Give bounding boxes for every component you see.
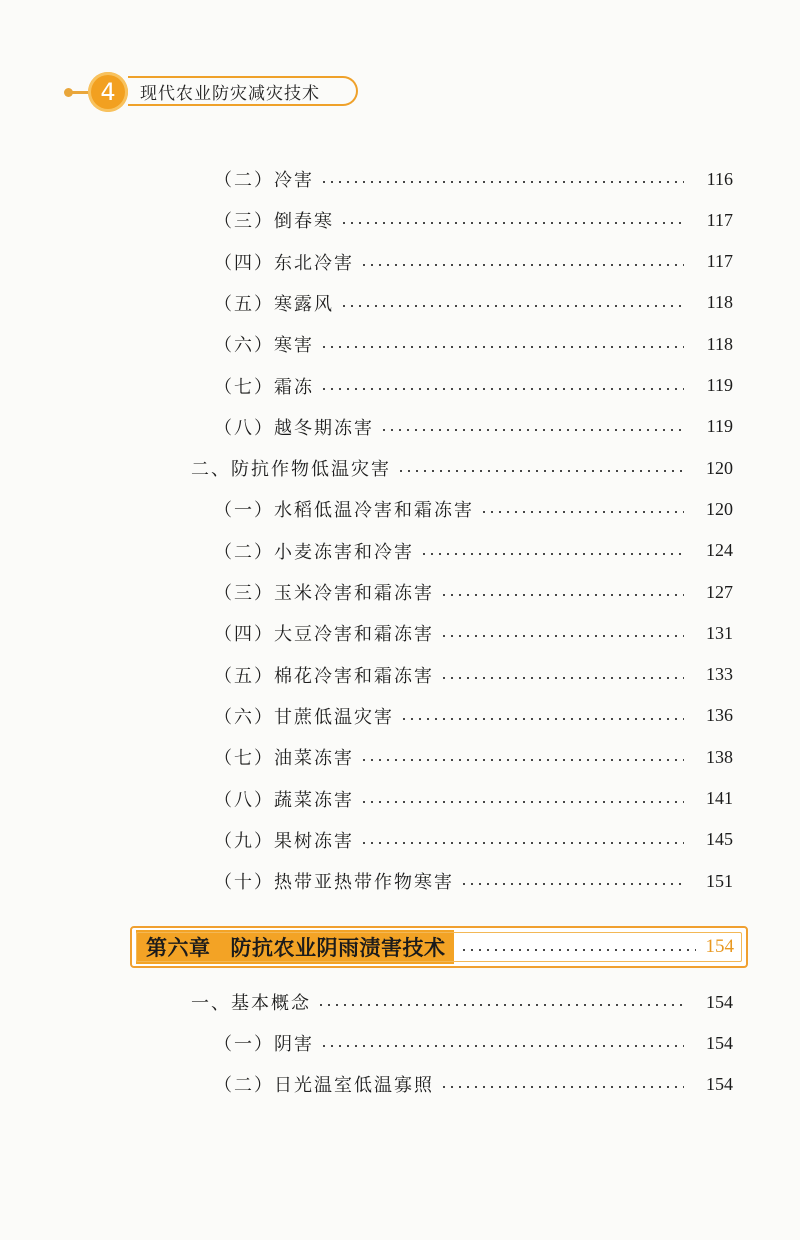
leader-dots	[360, 759, 684, 761]
toc-entry-label: （二）小麦冻害和冷害	[214, 541, 414, 563]
toc-entry[interactable]	[214, 494, 733, 524]
toc-entry-label: （九）果树冻害	[214, 830, 354, 852]
toc-entry-page: 118	[706, 333, 733, 354]
toc-entry-page: 154	[706, 991, 733, 1012]
toc-entry-label: （十）热带亚热带作物寒害	[214, 872, 454, 894]
leader-dots	[480, 511, 684, 513]
toc-entry[interactable]	[214, 701, 733, 731]
leader-dots	[320, 1045, 684, 1047]
toc-entry-label: （七）霜冻	[214, 376, 314, 398]
toc-entry-label: （七）油菜冻害	[214, 748, 354, 770]
leader-dots	[317, 1004, 684, 1006]
running-header	[128, 76, 358, 106]
toc-entry-page: 127	[706, 581, 733, 602]
toc-entry[interactable]	[214, 742, 733, 772]
toc-entry[interactable]	[214, 536, 733, 566]
toc-entry-label: （四）大豆冷害和霜冻害	[214, 624, 434, 646]
toc-entry-label: （一）水稻低温冷害和霜冻害	[214, 500, 474, 522]
toc-entry-label: （三）倒春寒	[214, 211, 334, 233]
toc-entry-page: 154	[706, 1032, 733, 1053]
toc-entry[interactable]	[214, 329, 733, 359]
toc-entry[interactable]	[191, 987, 733, 1017]
toc-entry[interactable]	[214, 371, 733, 401]
toc-entry-page: 117	[706, 209, 733, 230]
leader-dots	[360, 264, 684, 266]
header-dot	[64, 88, 73, 97]
leader-dots	[320, 181, 684, 183]
toc-entry[interactable]	[214, 205, 733, 235]
leader-dots	[400, 718, 684, 720]
toc-entry[interactable]	[214, 618, 733, 648]
leader-dots	[440, 635, 684, 637]
toc-entry-label: 二、防抗作物低温灾害	[191, 459, 391, 481]
leader-dots	[440, 594, 684, 596]
book-title: 现代农业防灾减灾技术	[140, 83, 320, 104]
page-number: 4	[100, 78, 116, 106]
toc-entry[interactable]	[214, 866, 733, 896]
chapter-page-number: 154	[705, 936, 734, 957]
toc-entry-label: （二）冷害	[214, 170, 314, 191]
toc-entry-page: 120	[706, 457, 733, 478]
toc-entry-page: 116	[706, 168, 733, 189]
toc-entry-page: 124	[706, 540, 733, 561]
toc-entry[interactable]	[214, 660, 733, 690]
toc-entry-label: （五）棉花冷害和霜冻害	[214, 665, 434, 687]
toc-entry-label: （四）东北冷害	[214, 252, 354, 274]
leader-dots	[360, 801, 684, 803]
toc-entry-page: 145	[706, 829, 733, 850]
toc-entry-page: 138	[706, 746, 733, 767]
toc-entry[interactable]	[214, 784, 733, 814]
toc-entry-label: （三）玉米冷害和霜冻害	[214, 583, 434, 604]
toc-entry-page: 151	[706, 870, 733, 891]
toc-entry[interactable]	[214, 288, 733, 318]
toc-entry[interactable]	[214, 577, 733, 607]
toc-entry-label: （六）寒害	[214, 335, 314, 357]
toc-entry[interactable]	[214, 1069, 733, 1099]
toc-entry-page: 131	[706, 622, 733, 643]
toc-entry-page: 117	[706, 251, 733, 272]
leader-dots	[340, 305, 684, 307]
toc-entry-page: 118	[706, 292, 733, 313]
toc-entry-label: （六）甘蔗低温灾害	[214, 706, 394, 728]
leader-dots	[397, 470, 684, 472]
toc-entry-page: 133	[706, 664, 733, 685]
toc-entry-label: （八）越冬期冻害	[214, 417, 374, 439]
chapter-title-block	[136, 930, 454, 964]
toc-entry-page: 141	[706, 788, 733, 808]
leader-dots	[360, 842, 684, 844]
page-number-badge	[88, 72, 128, 112]
toc-entry[interactable]	[214, 1028, 733, 1058]
chapter-title: 防抗农业阴雨渍害技术	[230, 936, 446, 960]
leader-dots	[380, 429, 684, 431]
toc-entry-page: 120	[706, 498, 733, 519]
leader-dots	[340, 222, 684, 224]
toc-entry-page: 119	[706, 416, 733, 437]
toc-entry-label: （五）寒露风	[214, 293, 334, 315]
chapter-leader-dots	[460, 949, 696, 951]
leader-dots	[320, 388, 684, 390]
toc-entry-label: （八）蔬菜冻害	[214, 789, 354, 811]
leader-dots	[460, 883, 684, 885]
toc-entry[interactable]	[191, 453, 733, 483]
toc-entry[interactable]	[214, 412, 733, 442]
chapter-heading[interactable]	[130, 926, 748, 968]
toc-entry[interactable]	[214, 247, 733, 277]
leader-dots	[440, 677, 684, 679]
toc-entry-label: （一）阴害	[214, 1034, 314, 1055]
toc-entry-page: 154	[706, 1073, 733, 1094]
leader-dots	[420, 553, 684, 555]
toc-entry-label: 一、基本概念	[191, 993, 311, 1014]
toc-entry-page: 136	[706, 705, 733, 726]
toc-entry[interactable]	[214, 825, 733, 855]
leader-dots	[440, 1086, 684, 1088]
leader-dots	[320, 346, 684, 348]
toc-entry-page: 119	[706, 375, 733, 395]
chapter-number: 第六章	[146, 936, 211, 960]
toc-entry-label: （二）日光温室低温寡照	[214, 1075, 434, 1096]
toc-entry[interactable]	[214, 164, 733, 194]
